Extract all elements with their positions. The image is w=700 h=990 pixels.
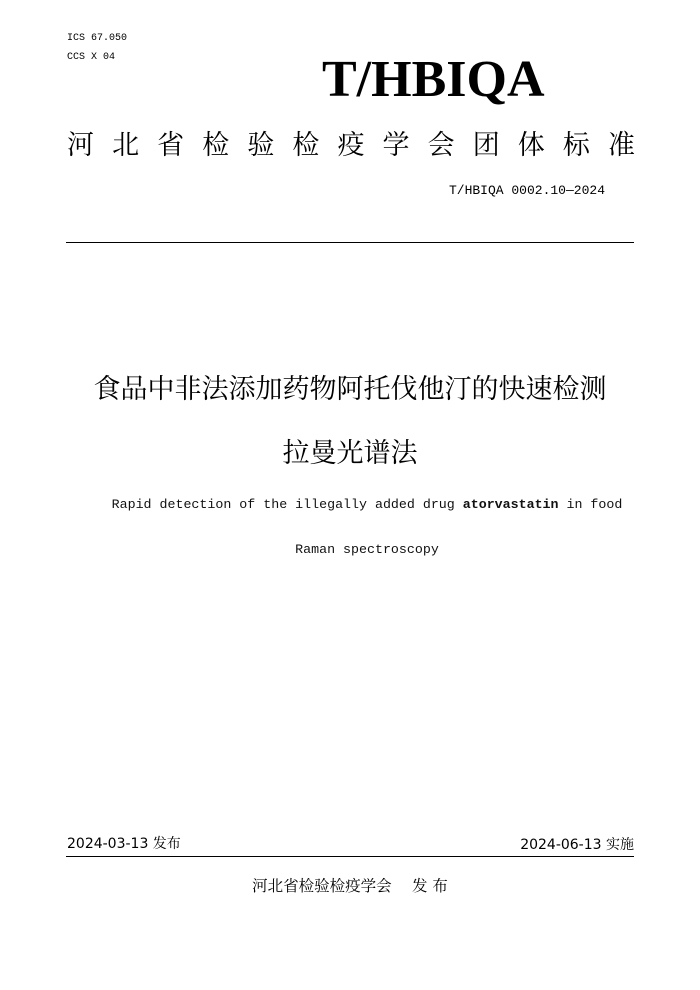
org-title-char: 疫: [337, 130, 365, 161]
footer-divider: [66, 856, 634, 857]
organization-standard-title: [67, 128, 635, 164]
org-title-char: 验: [247, 130, 275, 161]
org-title-char: 学: [382, 130, 410, 161]
english-subtitle: Raman spectroscopy: [295, 542, 439, 557]
org-title-char: 北: [112, 130, 140, 161]
publisher: 河北省检验检疫学会 发 布: [252, 877, 448, 895]
document-title: 食品中非法添加药物阿托伐他汀的快速检测: [93, 374, 607, 405]
header-divider: [66, 242, 634, 243]
org-title-char: 省: [157, 130, 185, 161]
implementation-date: 2024-06-13 实施: [520, 837, 634, 853]
ics-code: ICS 67.050: [67, 33, 128, 44]
org-title-char: 检: [292, 130, 320, 161]
english-title-drug: atorvastatin: [462, 497, 559, 512]
org-title-char: 河: [67, 130, 94, 161]
standard-number: T/HBIQA 0002.10—2024: [448, 183, 605, 198]
org-title-char: 准: [607, 130, 635, 161]
english-title: [50, 495, 684, 515]
org-title-char: 体: [517, 130, 545, 161]
english-title-suffix: in food: [558, 497, 623, 512]
ccs-code: CCS X 04: [67, 52, 116, 63]
document-subtitle: 拉曼光谱法: [282, 438, 418, 469]
standard-logo: T/HBIQA: [322, 51, 545, 108]
issue-date: 2024-03-13 发布: [67, 836, 181, 852]
org-title-char: 会: [427, 130, 455, 161]
org-title-char: 检: [202, 130, 230, 161]
english-title-prefix: Rapid detection of the illegally added drug: [111, 497, 463, 512]
org-title-char: 团: [472, 130, 500, 161]
org-title-char: 标: [562, 130, 590, 161]
